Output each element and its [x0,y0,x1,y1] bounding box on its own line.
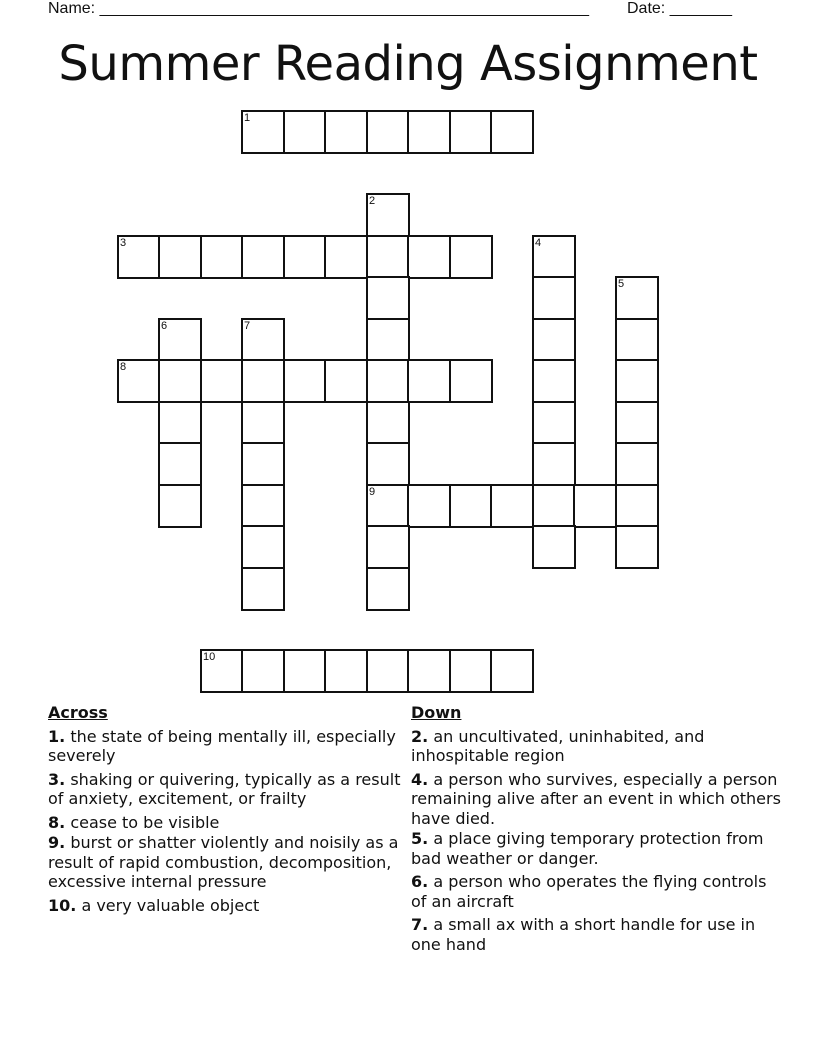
grid-cell[interactable] [407,235,451,279]
grid-cell[interactable] [241,401,285,445]
grid-cell[interactable] [407,110,451,154]
grid-cell[interactable] [532,318,576,362]
grid-cell[interactable] [532,359,576,403]
grid-cell[interactable] [366,235,410,279]
grid-cell[interactable] [449,110,493,154]
grid-cell[interactable] [241,442,285,486]
grid-cell[interactable] [117,359,161,403]
grid-cell[interactable] [241,235,285,279]
cell-number: 8 [120,361,127,373]
clue-number: 5. [411,829,429,848]
grid-cell[interactable] [615,318,659,362]
grid-cell[interactable] [532,484,576,528]
grid-cell[interactable] [200,235,244,279]
clue-text: a person who survives, especially a person remaining alive after an event in which others have died. [411,769,781,828]
clue-number: 2. [411,726,429,746]
grid-cell[interactable] [158,442,202,486]
grid-cell[interactable] [449,235,493,279]
grid-cell[interactable] [241,649,285,693]
grid-cell[interactable] [615,276,659,320]
across-clues [48,703,404,919]
grid-cell[interactable] [490,484,534,528]
clue-text: a place giving temporary protection from bad weather or danger. [411,829,764,868]
down-clues [411,703,781,958]
grid-cell[interactable] [615,359,659,403]
clue-number: 4. [411,769,429,789]
grid-cell[interactable] [283,110,327,154]
grid-cell[interactable] [449,359,493,403]
clue-number: 3. [48,769,66,789]
name-field[interactable]: Name: _______________________________________________________ [48,0,589,17]
grid-cell[interactable] [407,359,451,403]
clue-item [48,813,404,833]
clue-number: 9. [48,833,66,852]
grid-cell[interactable] [241,318,285,362]
clue-number: 8. [48,812,66,832]
grid-cell[interactable] [241,567,285,611]
clue-number: 6. [411,872,429,891]
clue-number: 7. [411,915,429,934]
cell-number: 4 [535,237,542,249]
grid-cell[interactable] [490,110,534,154]
grid-cell[interactable] [615,525,659,569]
clue-text: the state of being mentally ill, especially severely [48,726,396,765]
grid-cell[interactable] [532,401,576,445]
clue-text: a small ax with a short handle for use in one hand [411,915,756,954]
clue-item [48,727,404,766]
page-title: Summer Reading Assignment [58,36,758,92]
grid-cell[interactable] [573,484,617,528]
grid-cell[interactable] [241,525,285,569]
clue-item [411,872,781,911]
cell-number: 3 [120,237,127,249]
grid-cell[interactable] [449,649,493,693]
clue-text: a person who operates the flying controls of an aircraft [411,872,767,911]
cell-number: 6 [161,320,168,332]
clue-text: shaking or quivering, typically as a result of anxiety, excitement, or frailty [48,769,401,808]
clue-item [411,770,781,829]
grid-cell[interactable] [366,649,410,693]
grid-cell[interactable] [532,442,576,486]
grid-cell[interactable] [200,359,244,403]
clue-item [48,770,404,809]
grid-cell[interactable] [366,193,410,237]
grid-cell[interactable] [324,110,368,154]
grid-cell[interactable] [158,318,202,362]
clue-item [48,896,404,916]
grid-cell[interactable] [158,401,202,445]
cell-number: 9 [369,486,376,498]
cell-number: 1 [244,112,251,124]
grid-cell[interactable] [532,525,576,569]
across-heading: Across [48,703,108,722]
grid-cell[interactable] [158,359,202,403]
grid-cell[interactable] [283,235,327,279]
grid-cell[interactable] [158,484,202,528]
down-heading: Down [411,703,462,722]
grid-cell[interactable] [324,235,368,279]
clue-text: burst or shatter violently and noisily as a result of rapid combustion, decomposition, excessive internal pressure [48,833,399,891]
grid-cell[interactable] [241,484,285,528]
grid-cell[interactable] [615,442,659,486]
grid-cell[interactable] [407,484,451,528]
clue-item [48,833,404,892]
grid-cell[interactable] [324,649,368,693]
clue-item [411,727,781,766]
grid-cell[interactable] [532,235,576,279]
clue-text: an uncultivated, uninhabited, and inhospitable region [411,726,705,765]
grid-cell[interactable] [615,484,659,528]
cell-number: 2 [369,195,376,207]
grid-cell[interactable] [366,276,410,320]
grid-cell[interactable] [158,235,202,279]
grid-cell[interactable] [366,359,410,403]
clue-number: 10. [48,895,77,915]
grid-cell[interactable] [324,359,368,403]
grid-cell[interactable] [283,649,327,693]
clue-item [411,915,781,954]
grid-cell[interactable] [200,649,244,693]
grid-cell[interactable] [117,235,161,279]
grid-cell[interactable] [241,359,285,403]
grid-cell[interactable] [283,359,327,403]
grid-cell[interactable] [366,110,410,154]
grid-cell[interactable] [366,318,410,362]
grid-cell[interactable] [366,484,410,528]
clue-number: 1. [48,726,66,746]
grid-cell[interactable] [366,442,410,486]
grid-cell[interactable] [241,110,285,154]
grid-cell[interactable] [366,525,410,569]
cell-number: 5 [618,278,625,290]
grid-cell[interactable] [366,401,410,445]
grid-cell[interactable] [490,649,534,693]
grid-cell[interactable] [615,401,659,445]
clue-text: cease to be visible [70,812,220,832]
grid-cell[interactable] [366,567,410,611]
grid-cell[interactable] [449,484,493,528]
cell-number: 10 [203,651,216,663]
clue-item [411,829,781,868]
cell-number: 7 [244,320,251,332]
clue-text: a very valuable object [81,895,260,915]
date-field[interactable]: Date: _______ [627,0,732,17]
grid-cell[interactable] [407,649,451,693]
grid-cell[interactable] [532,276,576,320]
